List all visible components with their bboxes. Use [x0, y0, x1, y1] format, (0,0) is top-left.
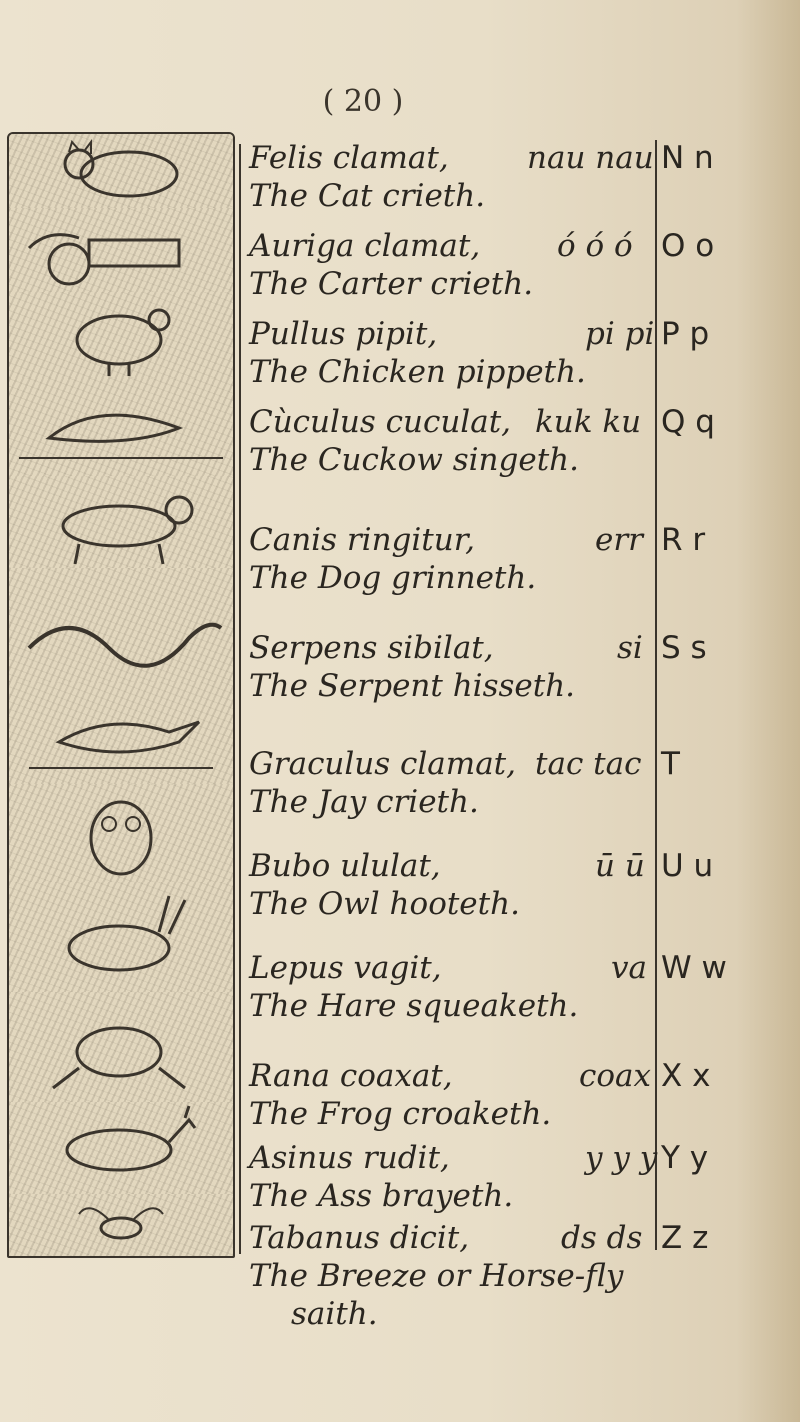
alphabet-letter: S s — [661, 630, 707, 666]
woodcut-column — [7, 132, 235, 1258]
english-line: The Cuckow singeth. — [249, 442, 579, 478]
sound-syllable: nau nau — [527, 140, 654, 176]
english-line: The Ass brayeth. — [249, 1178, 514, 1214]
english-line: The Owl hooteth. — [249, 886, 520, 922]
latin-line: Rana coaxat, — [249, 1058, 453, 1094]
page-number: ( 20 ) — [322, 84, 404, 119]
sound-syllable: kuk ku — [535, 404, 642, 440]
left-rule — [239, 144, 241, 1254]
chicken-icon — [9, 292, 233, 380]
carter-icon — [9, 208, 233, 294]
sound-syllable: err — [595, 522, 643, 558]
latin-line: Felis clamat, — [249, 140, 449, 176]
latin-line: Graculus clamat, — [249, 746, 516, 782]
latin-line: Bubo ululat, — [249, 848, 441, 884]
hare-icon — [9, 882, 233, 994]
alphabet-letter: O o — [661, 228, 715, 264]
english-line: The Carter crieth. — [249, 266, 534, 302]
sound-syllable: y y y — [585, 1140, 658, 1176]
sound-syllable: si — [617, 630, 643, 666]
sound-syllable: ds ds — [561, 1220, 643, 1256]
cuckoo-icon — [9, 378, 233, 478]
english-line: The Dog grinneth. — [249, 560, 537, 596]
sound-syllable: tac tac — [535, 746, 642, 782]
alphabet-letter: X x — [661, 1058, 711, 1094]
latin-line: Serpens sibilat, — [249, 630, 494, 666]
latin-line: Pullus pipit, — [249, 316, 438, 352]
ass-icon — [9, 1102, 233, 1196]
latin-line: Canis ringitur, — [249, 522, 475, 558]
alphabet-letter: W w — [661, 950, 727, 986]
latin-line: Auriga clamat, — [249, 228, 481, 264]
sound-syllable: ó ó ó — [557, 228, 633, 264]
right-rule — [655, 140, 657, 1250]
english-line: The Serpent hisseth. — [249, 668, 576, 704]
english-line: The Cat crieth. — [249, 178, 486, 214]
sound-syllable: coax — [579, 1058, 651, 1094]
alphabet-letter: Z z — [661, 1220, 709, 1256]
alphabet-letter: N n — [661, 140, 714, 176]
english-line: The Frog croaketh. — [249, 1096, 552, 1132]
sound-syllable: ū ū — [595, 848, 645, 884]
sound-syllable: pi pi — [585, 316, 655, 352]
serpent-icon — [9, 568, 233, 684]
alphabet-letter: T — [661, 746, 680, 782]
dog-icon — [9, 476, 233, 570]
english-line: The Chicken pippeth. — [249, 354, 586, 390]
alphabet-letter: U u — [661, 848, 714, 884]
alphabet-letter: P p — [661, 316, 710, 352]
frog-icon — [9, 992, 233, 1104]
alphabet-letter: Y y — [661, 1140, 709, 1176]
owl-icon — [9, 784, 233, 884]
cat-icon — [9, 134, 233, 210]
alphabet-letter: R r — [661, 522, 706, 558]
english-line: The Hare squeaketh. — [249, 988, 579, 1024]
jay-icon — [9, 682, 233, 786]
alphabet-letter: Q q — [661, 404, 715, 440]
latin-line: Cùculus cuculat, — [249, 404, 512, 440]
english-line: The Breeze or Horse-fly — [249, 1258, 624, 1294]
latin-line: Tabanus dicit, — [249, 1220, 470, 1256]
english-line: The Jay crieth. — [249, 784, 479, 820]
sound-syllable: va — [611, 950, 647, 986]
horsefly-icon — [9, 1194, 233, 1256]
latin-line: Lepus vagit, — [249, 950, 442, 986]
english-line-continued: saith. — [291, 1296, 378, 1332]
latin-line: Asinus rudit, — [249, 1140, 450, 1176]
